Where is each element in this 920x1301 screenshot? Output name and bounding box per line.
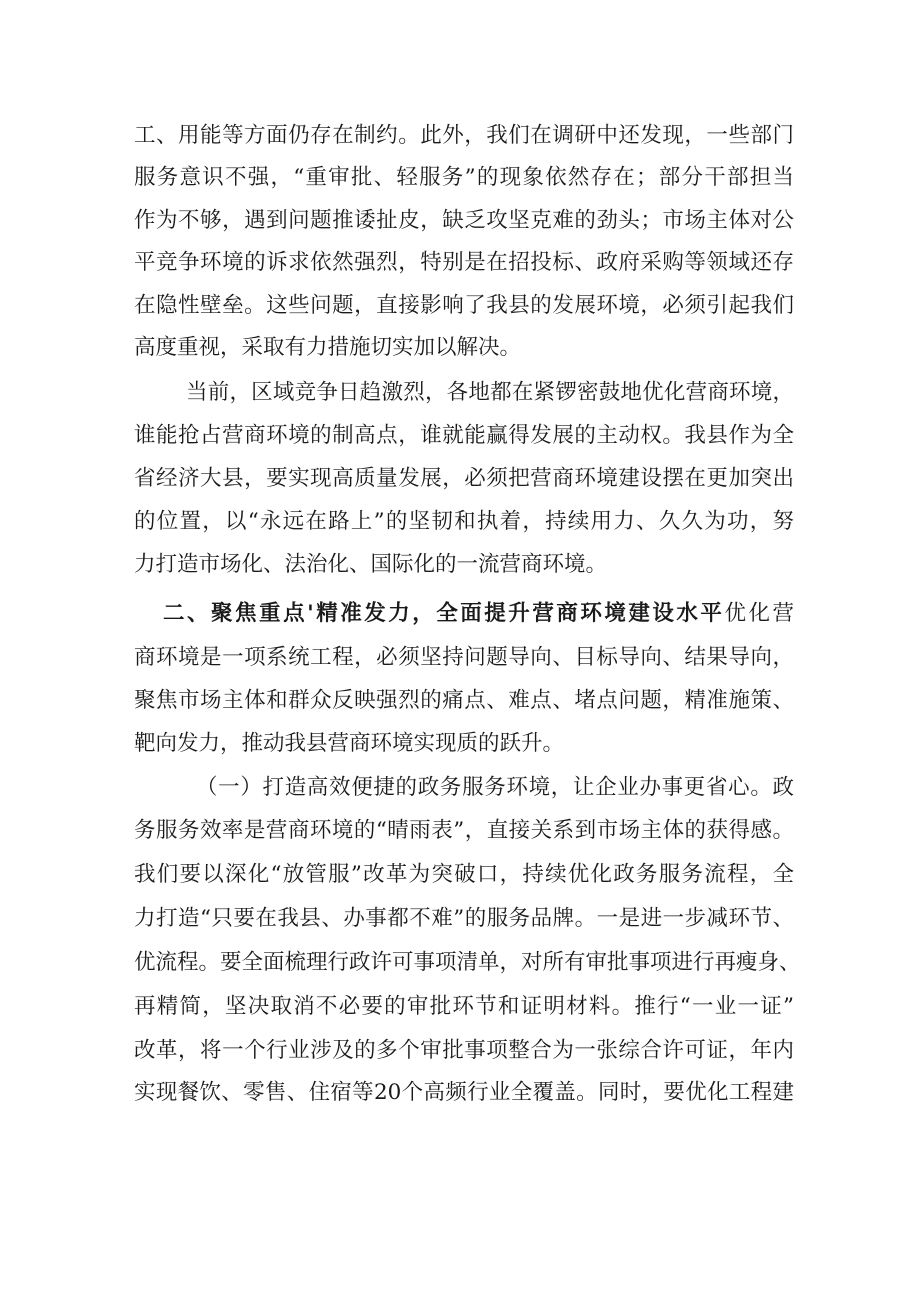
text-line: 靶向发力，推动我县营商环境实现质的跃升。 (134, 731, 565, 756)
text-line: 优流程。要全面梳理行政许可事项清单，对所有审批事项进行再瘦身、 (134, 950, 801, 975)
text-line: 务服务效率是营商环境的“晴雨表”，直接关系到市场主体的获得感。 (134, 818, 794, 843)
text-line: 省经济大县，要实现高质量发展，必须把营商环境建设摆在更加突出 (134, 466, 794, 491)
text-line: 我们要以深化“放管服”改革为突破口，持续优化政务服务流程，全 (134, 862, 794, 887)
text-line: 再精简，坚决取消不必要的审批环节和证明材料。推行“一业一证” (134, 994, 794, 1019)
text-line: 改革，将一个行业涉及的多个审批事项整合为一张综合许可证，年内 (134, 1038, 794, 1063)
text-line: 作为不够，遇到问题推诿扯皮，缺乏攻坚克难的劲头；市场主体对公 (134, 208, 794, 233)
text-line: 服务意识不强，“重审批、轻服务”的现象依然存在；部分干部担当 (134, 165, 794, 190)
text-line: 力打造“只要在我县、办事都不难”的服务品牌。一是进一步减环节、 (134, 906, 794, 931)
text-line: 商环境是一项系统工程，必须坚持问题导向、目标导向、结果导向， (134, 645, 794, 670)
text-line: 实现餐饮、零售、住宿等20个高频行业全覆盖。同时，要优化工程建 (134, 1080, 794, 1105)
section-heading-continuation: 优化营 (724, 601, 794, 626)
section-heading: 二、聚焦重点'精准发力，全面提升营商环境建设水平 (163, 601, 725, 626)
text-line: 聚焦市场主体和群众反映强烈的痛点、难点、堵点问题，精准施策、 (134, 688, 794, 713)
text-line: 高度重视，采取有力措施切实加以解决。 (134, 335, 522, 360)
text-line: 当前，区域竞争日趋激烈，各地都在紧锣密鼓地优化营商环境， (186, 380, 794, 405)
text-line: 工、用能等方面仍存在制约。此外，我们在调研中还发现，一些部门 (134, 123, 794, 148)
text-line: 平竞争环境的诉求依然强烈，特别是在招投标、政府采购等领域还存 (134, 250, 794, 275)
text-line: （一）打造高效便捷的政务服务环境，让企业办事更省心。政 (196, 775, 794, 800)
text-line: 在隐性壁垒。这些问题，直接影响了我县的发展环境，必须引起我们 (134, 293, 794, 318)
text-line: 的位置，以“永远在路上”的坚韧和执着，持续用力、久久为功，努 (134, 509, 794, 534)
text-line: 力打造市场化、法治化、国际化的一流营商环境。 (134, 552, 608, 577)
section-heading-line (163, 594, 794, 634)
text-line: 谁能抢占营商环境的制高点，谁就能赢得发展的主动权。我县作为全 (134, 423, 794, 448)
